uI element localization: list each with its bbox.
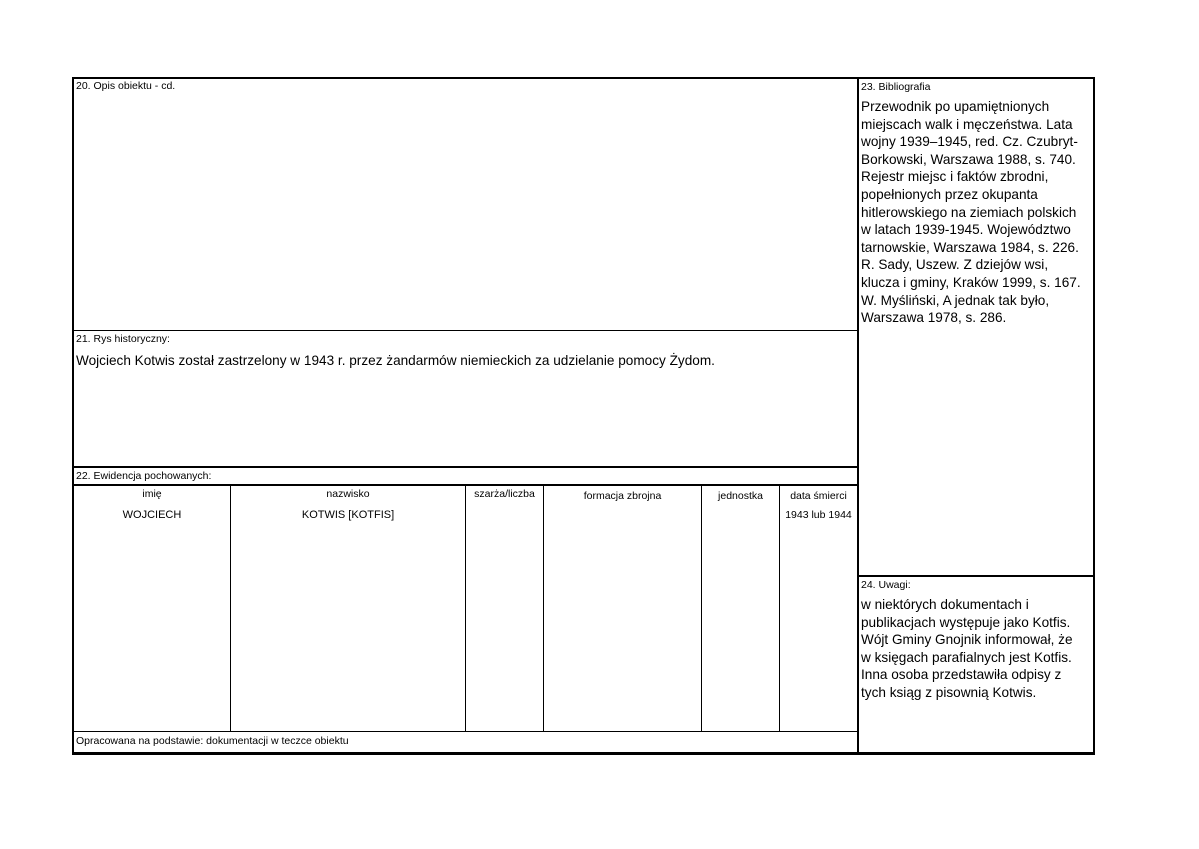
table-col-divider-2 <box>465 485 466 732</box>
uwagi-line: Inna osoba przedstawiła odpisy z <box>861 667 1062 683</box>
bibliografia-line: Rejestr miejsc i faktów zbrodni, <box>861 169 1049 185</box>
column-header-szarza: szarża/liczba <box>474 488 535 500</box>
uwagi-line: tych ksiąg z pisownią Kotwis. <box>861 684 1037 700</box>
bibliografia-line: Warszawa 1978, s. 286. <box>861 310 1007 326</box>
column-divider <box>857 77 859 755</box>
column-header-imie: imię <box>142 488 162 500</box>
outer-border-top <box>72 77 1095 79</box>
bibliografia-line: tarnowskie, Warszawa 1984, s. 226. <box>861 239 1079 255</box>
outer-border-bottom <box>72 752 1095 755</box>
bibliografia-line: Borkowski, Warszawa 1988, s. 740. <box>861 151 1076 167</box>
column-header-data: data śmierci <box>790 490 847 502</box>
uwagi-line: w niektórych dokumentach i <box>861 597 1029 612</box>
bibliografia-line: klucza i gminy, Kraków 1999, s. 167. <box>861 274 1081 290</box>
rys-text: Wojciech Kotwis został zastrzelony w 1943 r. przez żandarmów niemieckich za udzielanie pomocy Żydom. <box>76 353 715 368</box>
table-col-divider-5 <box>779 485 780 732</box>
bibliografia-line: wojny 1939–1945, red. Cz. Czubryt- <box>861 134 1078 150</box>
divider-rys-ewidencja <box>72 466 859 468</box>
uwagi-line: Wójt Gminy Gnojnik informował, że <box>861 632 1073 648</box>
ewidencja-footer: Opracowana na podstawie: dokumentacji w teczce obiektu <box>76 735 349 747</box>
bibliografia-line: Przewodnik po upamiętnionych <box>861 99 1050 114</box>
bibliografia-label: 23. Bibliografia <box>861 81 931 93</box>
cell-data: 1943 lub 1944 <box>785 509 852 521</box>
divider-opis-rys <box>72 330 859 331</box>
table-col-divider-1 <box>230 485 231 732</box>
bibliografia-line: W. Myśliński, A jednak tak było, <box>861 292 1050 308</box>
column-header-jednostka: jednostka <box>718 490 763 502</box>
column-header-nazwisko: nazwisko <box>326 488 370 500</box>
bibliografia-text <box>861 98 1096 327</box>
opis-label: 20. Opis obiektu - cd. <box>76 80 176 92</box>
table-col-divider-4 <box>701 485 702 732</box>
ewidencja-label: 22. Ewidencja pochowanych: <box>76 470 212 482</box>
uwagi-line: publikacjach występuje jako Kotfis. <box>861 614 1071 630</box>
bibliografia-line: miejscach walk i męczeństwa. Lata <box>861 116 1073 132</box>
uwagi-label: 24. Uwagi: <box>861 579 911 591</box>
column-header-formacja: formacja zbrojna <box>583 490 662 502</box>
rys-label: 21. Rys historyczny: <box>76 333 170 345</box>
outer-border-left <box>72 77 74 755</box>
uwagi-line: w księgach parafialnych jest Kotfis. <box>861 649 1072 665</box>
bibliografia-line: w latach 1939-1945. Województwo <box>861 222 1071 238</box>
cell-nazwisko: KOTWIS [KOTFIS] <box>301 509 395 521</box>
cell-imie: WOJCIECH <box>122 509 182 521</box>
divider-bibliografia-uwagi <box>857 575 1095 577</box>
bibliografia-line: popełnionych przez okupanta <box>861 186 1038 202</box>
bibliografia-line: hitlerowskiego na ziemiach polskich <box>861 204 1077 220</box>
uwagi-text <box>861 596 1093 702</box>
table-col-divider-3 <box>543 485 544 732</box>
bibliografia-line: R. Sady, Uszew. Z dziejów wsi, <box>861 257 1049 273</box>
